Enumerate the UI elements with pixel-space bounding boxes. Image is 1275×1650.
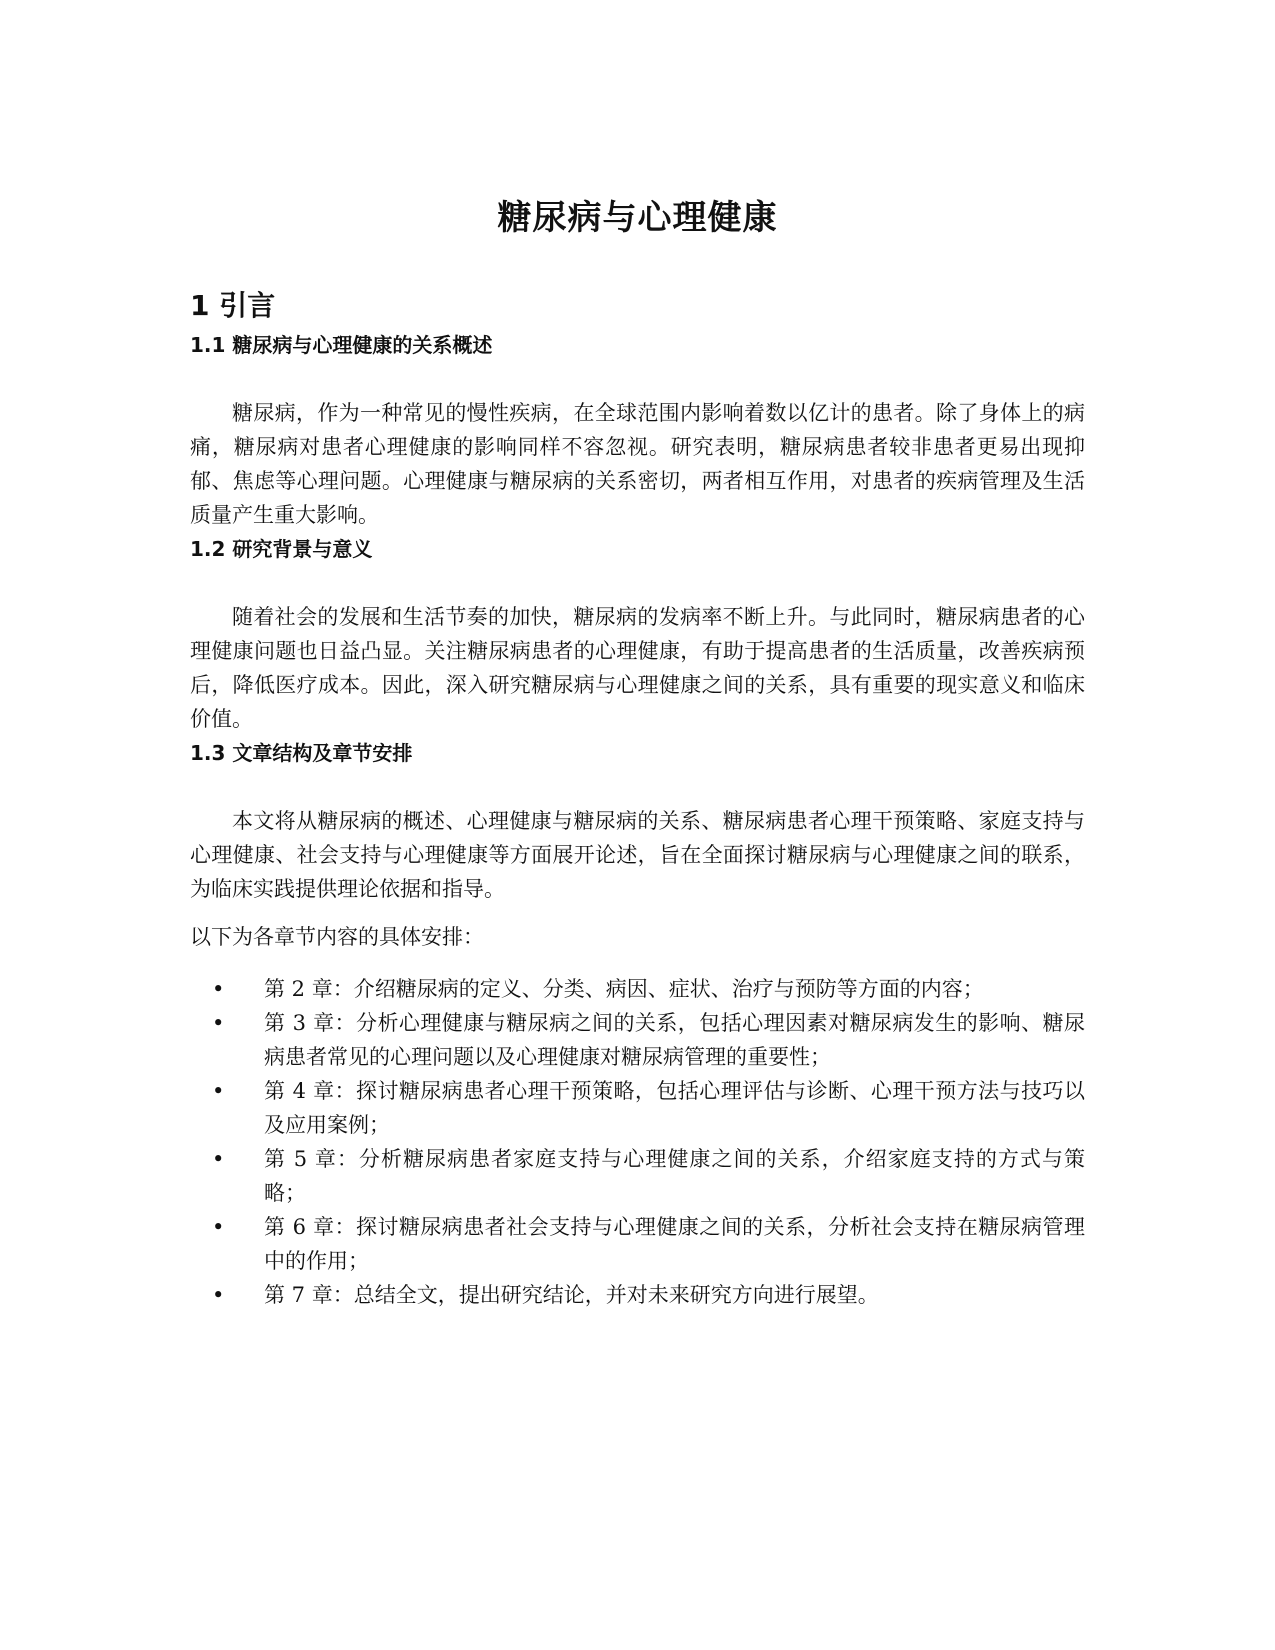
subsection-heading-1-1: 1.1 糖尿病与心理健康的关系概述 [190, 333, 493, 357]
list-item [190, 1142, 1085, 1210]
bullet-icon: • [212, 1147, 225, 1171]
list-item [190, 1278, 1085, 1312]
list-item [190, 972, 1085, 1006]
chapter-7-text: 第 7 章：总结全文，提出研究结论，并对未来研究方向进行展望。 [264, 1283, 879, 1307]
chapter-list [190, 972, 1085, 1312]
paragraph-1-2: 随着社会的发展和生活节奏的加快，糖尿病的发病率不断上升。与此同时，糖尿病患者的心理健康问题也日益凸显。关注糖尿病患者的心理健康，有助于提高患者的生活质量，改善疾病预后，降低医疗成本。因此，深入研究糖尿病与心理健康之间的关系，具有重要的现实意义和临床价值。 [190, 605, 1085, 731]
bullet-icon: • [212, 977, 225, 1001]
document-body [190, 284, 1085, 1312]
bullet-icon: • [212, 1215, 225, 1239]
chapter-2-text: 第 2 章：介绍糖尿病的定义、分类、病因、症状、治疗与预防等方面的内容； [264, 977, 984, 1001]
bullet-icon: • [212, 1283, 225, 1307]
paragraph-1-1: 糖尿病，作为一种常见的慢性疾病，在全球范围内影响着数以亿计的患者。除了身体上的病痛，糖尿病对患者心理健康的影响同样不容忽视。研究表明，糖尿病患者较非患者更易出现抑郁、焦虑等心理问题。心理健康与糖尿病的关系密切，两者相互作用，对患者的疾病管理及生活质量产生重大影响。 [190, 401, 1085, 527]
paragraph-1-3: 本文将从糖尿病的概述、心理健康与糖尿病的关系、糖尿病患者心理干预策略、家庭支持与心理健康、社会支持与心理健康等方面展开论述，旨在全面探讨糖尿病与心理健康之间的联系，为临床实践提供理论依据和指导。 [190, 809, 1085, 901]
list-item [190, 1074, 1085, 1142]
bullet-icon: • [212, 1011, 225, 1035]
document-title: 糖尿病与心理健康 [497, 198, 778, 238]
chapter-list-intro: 以下为各章节内容的具体安排： [190, 925, 484, 949]
list-item [190, 1006, 1085, 1074]
section-heading-introduction: 1 引言 [190, 289, 276, 322]
subsection-heading-1-3: 1.3 文章结构及章节安排 [190, 741, 413, 765]
chapter-3-text: 第 3 章：分析心理健康与糖尿病之间的关系，包括心理因素对糖尿病发生的影响、糖尿病患者常见的心理问题以及心理健康对糖尿病管理的重要性； [264, 1011, 1085, 1069]
subsection-heading-1-2: 1.2 研究背景与意义 [190, 537, 373, 561]
list-item [190, 1210, 1085, 1278]
chapter-4-text: 第 4 章：探讨糖尿病患者心理干预策略，包括心理评估与诊断、心理干预方法与技巧以及应用案例； [264, 1079, 1085, 1137]
chapter-6-text: 第 6 章：探讨糖尿病患者社会支持与心理健康之间的关系，分析社会支持在糖尿病管理中的作用； [264, 1215, 1085, 1273]
bullet-icon: • [212, 1079, 225, 1103]
chapter-5-text: 第 5 章：分析糖尿病患者家庭支持与心理健康之间的关系，介绍家庭支持的方式与策略； [264, 1147, 1085, 1205]
